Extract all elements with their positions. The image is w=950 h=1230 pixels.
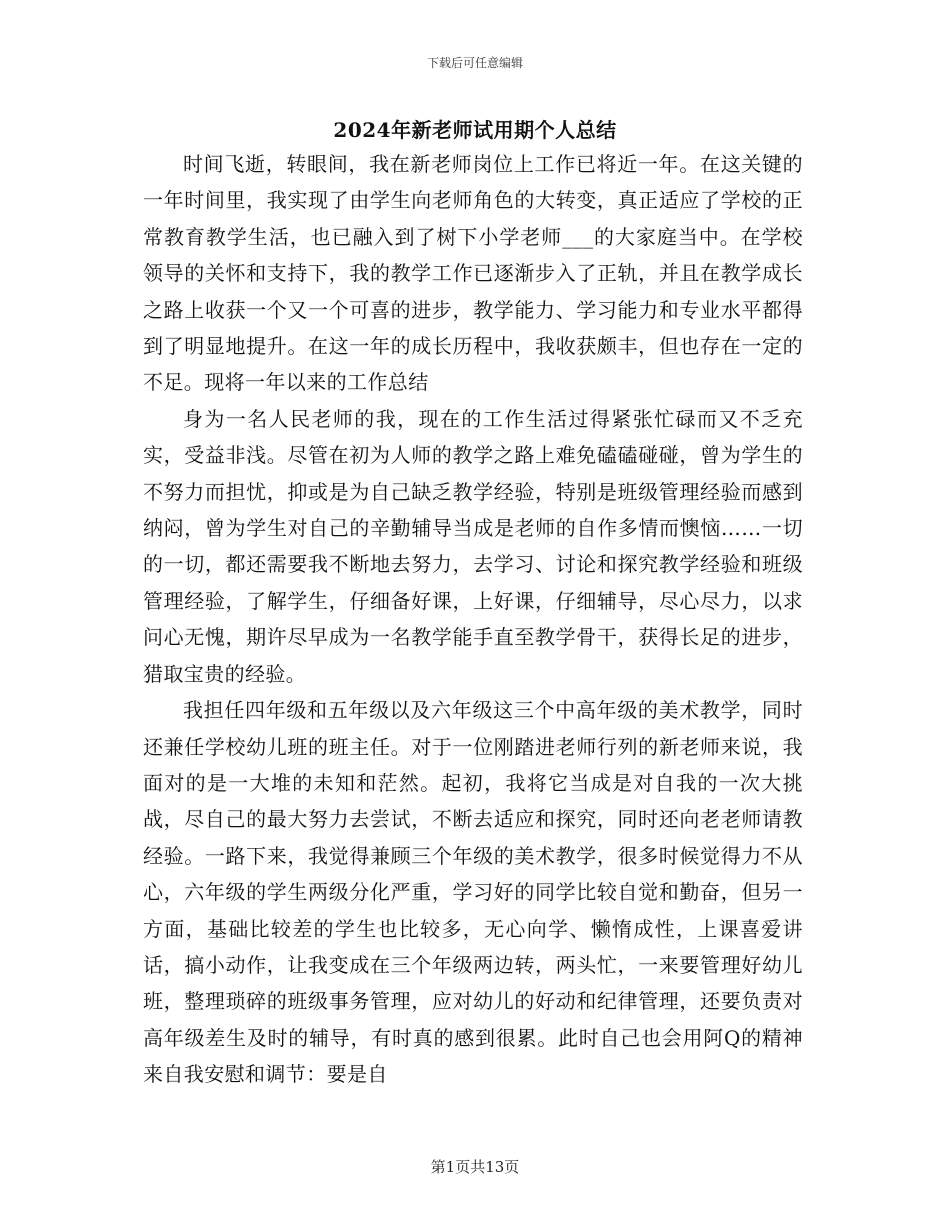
page-footer: 第1页共13页: [430, 1158, 520, 1176]
paragraph-3: 我担任四年级和五年级以及六年级这三个中高年级的美术教学，同时还兼任学校幼儿班的班主任。对于一位刚踏进老师行列的新老师来说，我面对的是一大堆的未知和茫然。起初，我将它当成是对自我的一次大挑战，尽自己的最大努力去尝试，不断去适应和探究，同时还向老老师请教经验。一路下来，我觉得兼顾三个年级的美术教学，很多时候觉得力不从心，六年级的学生两级分化严重，学习好的同学比较自觉和勤奋，但另一方面，基础比较差的学生也比较多，无心向学、懒惰成性，上课喜爱讲话，搞小动作，让我变成在三个年级两边转，两头忙，一来要管理好幼儿班，整理琐碎的班级事务管理，应对幼儿的好动和纪律管理，还要负责对高年级差生及时的辅导，有时真的感到很累。此时自己也会用阿Q的精神来自我安慰和调节：要是自: [143, 698, 803, 1087]
document-body: [143, 146, 803, 1093]
paragraph-1: 时间飞逝，转眼间，我在新老师岗位上工作已将近一年。在这关键的一年时间里，我实现了由学生向老师角色的大转变，真正适应了学校的正常教育教学生活，也已融入到了树下小学老师___的大家庭当中。在学校领导的关怀和支持下，我的教学工作已逐渐步入了正轨，并且在教学成长之路上收获一个又一个可喜的进步，教学能力、学习能力和专业水平都得到了明显地提升。在这一年的成长历程中，我收获颇丰，但也存在一定的不足。现将一年以来的工作总结: [143, 152, 803, 395]
paragraph-2: 身为一名人民老师的我，现在的工作生活过得紧张忙碌而又不乏充实，受益非浅。尽管在初为人师的教学之路上难免磕磕碰碰，曾为学生的不努力而担忧，抑或是为自己缺乏教学经验，特别是班级管理经验而感到纳闷，曾为学生对自己的辛勤辅导当成是老师的自作多情而懊恼……一切的一切，都还需要我不断地去努力，去学习、讨论和探究教学经验和班级管理经验，了解学生，仔细备好课，上好课，仔细辅导，尽心尽力，以求问心无愧，期许尽早成为一名教学能手直至教学骨干，获得长足的进步，猎取宝贵的经验。: [143, 406, 803, 686]
document-title: 2024年新老师试用期个人总结: [333, 118, 617, 142]
header-note: 下载后可任意编辑: [426, 56, 523, 70]
